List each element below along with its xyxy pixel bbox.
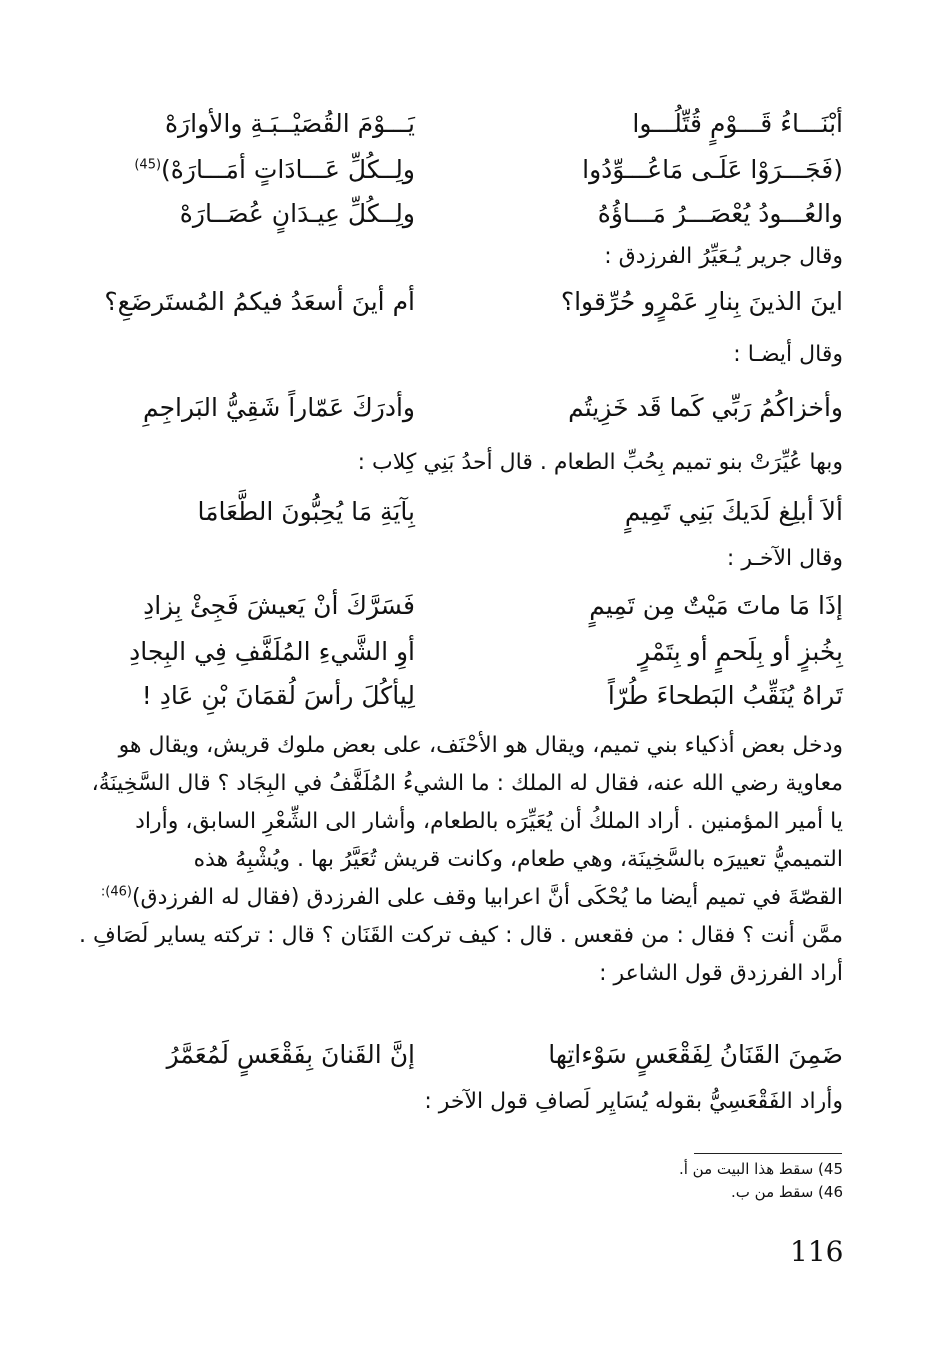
verse-line — [88, 1035, 843, 1075]
verse-hemistich-first: (فَجَـــرَوْا عَلَـى مَاعُـــوِّدُوا — [582, 155, 843, 184]
page-number: 116 — [790, 1235, 844, 1268]
footnote-ref[interactable]: (46): — [100, 884, 132, 900]
verse-hemistich-first: اينَ الذينَ بِنارِ عَمْرٍو حُرِّقوا؟ — [560, 287, 843, 316]
verse-hemistich-second: إنَّ القَنانَ بِفَقْعَسٍ لَمُعَمَّرُ — [166, 1040, 415, 1069]
verse-hemistich-first: أبْنَـــاءُ قَـــوْمٍ قُتِّلُـــوا — [632, 109, 843, 138]
verse-line — [88, 194, 843, 234]
verse-line — [88, 492, 843, 532]
prose-line: وبها عُيِّرَتْ بنو تميم بِحُبِّ الطعام . قال أحدُ بَنِي كِلاب : — [357, 450, 843, 475]
verse-hemistich-second: وأدرَكَ عَمّاراً شَقِيُّ البَراجِمِ — [142, 393, 415, 422]
verse-hemistich-first: ألاَ أبلِغ لَدَيكَ بَنِي تَمِيمٍ — [624, 497, 843, 526]
verse-hemistich-second: أوِ الشَّيءِ المُلَفَّفِ فِي البِجادِ — [129, 637, 415, 666]
verse-line — [88, 282, 843, 322]
prose-line: ممَّن أنت ؟ فقال : من فقعس . قال : كيف تركت القَنَان ؟ قال : تركته يساير لَصَافِ . — [79, 923, 843, 948]
verse-hemistich-second: بِآيَةِ مَا يُحِبُّونَ الطَّعَامَا — [197, 497, 415, 526]
verse-line — [88, 586, 843, 626]
footnote-ref[interactable]: (45) — [134, 157, 162, 173]
verse-hemistich-first: تَراهُ يُنَقِّبُ البَطحاءَ طُرّاً — [607, 681, 843, 710]
verse-hemistich-second: أم أينَ أسعَدُ فيكمُ المُستَرضَعِ؟ — [104, 287, 415, 316]
verse-hemistich-first: وأخزاكُمُ رَبِّي كَما قَد خَزِيتُم — [568, 393, 843, 422]
verse-line — [88, 676, 843, 716]
prose-line: معاوية رضي الله عنه، فقال له الملك : ما الشيءُ المُلَفَّفُ في البِجَاد ؟ قال السَّخِينَةُ، — [91, 771, 843, 796]
footnote: 46) سقط من ب. — [731, 1183, 843, 1201]
verse-hemistich-first: إذَا مَا ماتَ مَيْتٌ مِن تَمِيمٍ — [589, 591, 843, 620]
verse-hemistich-second: يَـــوْمَ القُصَيْــبَـةِ والأوارَهْ — [164, 109, 415, 138]
verse-hemistich-first: بِخُبزٍ أو بِلَحمٍ أو بِتَمْرٍ — [637, 637, 843, 666]
verse-hemistich-second: ولِــكُلِّ عَـــادَاتٍ أمَـــارَهْ)$^{(45)}$ — [134, 155, 415, 184]
prose-line: وقال أيضـا : — [733, 342, 843, 367]
prose-line: ودخل بعض أذكياء بني تميم، ويقال هو الأحْنَف، على بعض ملوك قريش، ويقال هو — [118, 733, 843, 758]
footnote: 45) سقط هذا البيت من أ. — [678, 1160, 843, 1178]
verse-hemistich-first: ضَمِنَ القَنَانُ لِفَقْعَسٍ سَوْءاتِها — [548, 1040, 843, 1069]
footnote-divider — [694, 1153, 842, 1154]
prose-line: أراد الفرزدق قول الشاعر : — [599, 961, 843, 986]
verse-hemistich-second: ولِــكُلِّ عِيـدَانٍ عُصَــارَهْ — [179, 199, 415, 228]
prose-line: وقال الآخـر : — [726, 546, 843, 571]
prose-line: وأراد الفَقْعَسِيُّ بقوله يُسَايِر لَصافِ قول الآخر : — [424, 1089, 843, 1114]
verse-line — [88, 150, 843, 190]
verse-line — [88, 632, 843, 672]
verse-hemistich-second: فَسَرَّكَ أنْ يَعيشَ فَجِئْ بِزادِ — [143, 591, 415, 620]
prose-line: يا أمير المؤمنين . أراد الملكُ أن يُعَيِّرَه بالطعام، وأشار الى الشِّعْرِ السابق، وأراد — [135, 809, 843, 834]
prose-line: التميميُّ تعييرَه بالسَّخِينَة، وهي طعام، وكانت قريش تُعَيَّرُ بها . ويُشْبِهُ هذه — [193, 847, 843, 872]
prose-line: وقال جرير يُـعَيِّرُ الفرزدق : — [604, 244, 843, 269]
prose-line: القصّةَ في تميم أيضا ما يُحْكَى أنَّ اعرابيا وقف على الفرزدق (فقال له الفرزدق)$^{(46):}$ — [100, 884, 843, 910]
verse-line — [88, 388, 843, 428]
verse-hemistich-first: والعُـــودُ يُعْصَـــرُ مَـــاؤُهُ — [597, 199, 843, 228]
verse-line — [88, 104, 843, 144]
verse-hemistich-second: لِيأكُلَ رأسَ لُقمَانَ بْنِ عَادِ ! — [141, 681, 415, 710]
